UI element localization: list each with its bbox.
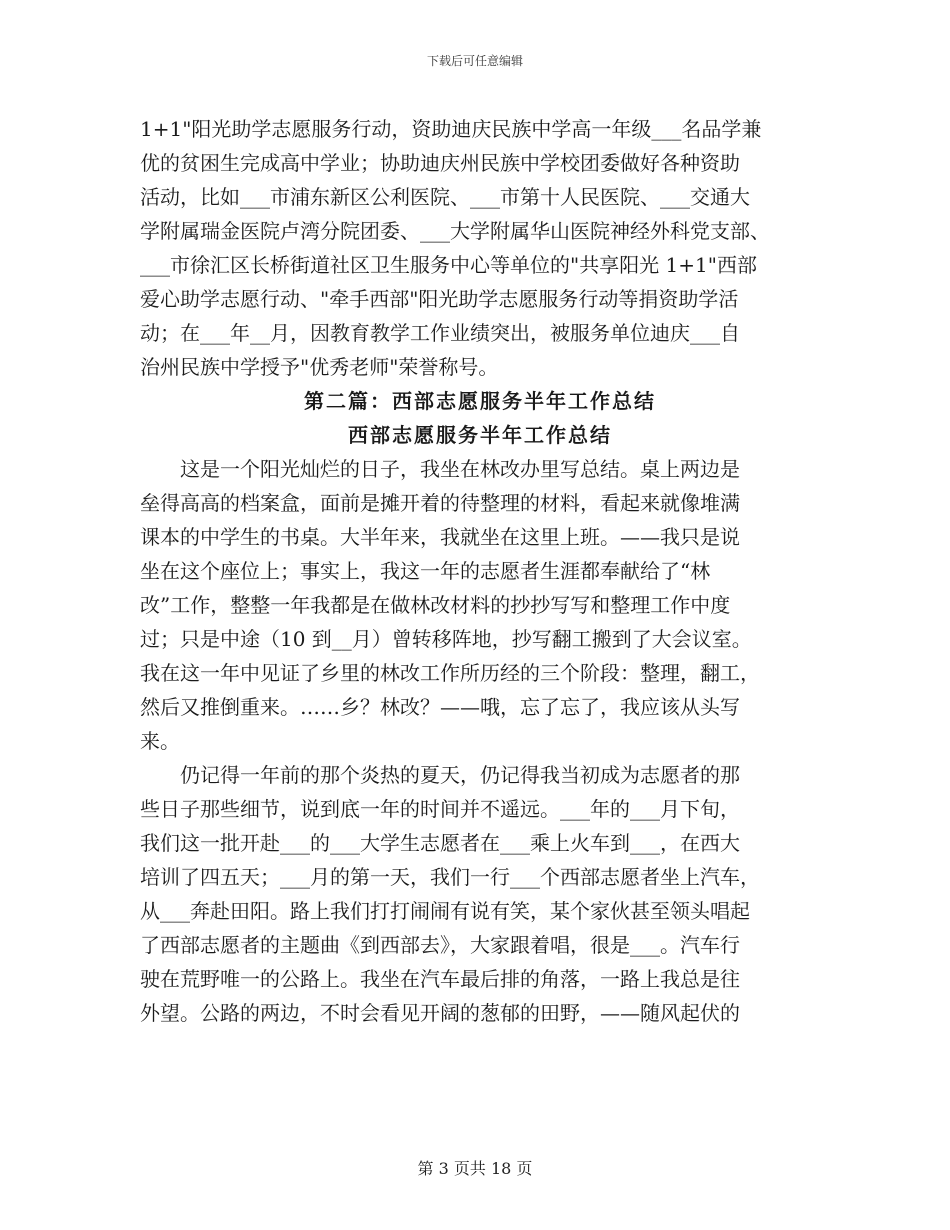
text-line: 外望。公路的两边，不时会看见开阔的葱郁的田野，——随风起伏的 bbox=[140, 1001, 740, 1025]
text-line: 然后又推倒重来。……乡？林改？——哦，忘了忘了，我应该从头写 bbox=[140, 695, 740, 719]
document-body bbox=[140, 112, 820, 1030]
text-line: 了西部志愿者的主题曲《到西部去》，大家跟着唱，很是___。汽车行 bbox=[140, 933, 740, 957]
article-title: 西部志愿服务半年工作总结 bbox=[348, 423, 612, 447]
text-line: 爱心助学志愿行动、"牵手西部"阳光助学志愿服务行动等捐资助学活 bbox=[140, 287, 739, 311]
text-line: 坐在这个座位上；事实上，我这一年的志愿者生涯都奉献给了“林 bbox=[140, 559, 711, 583]
text-line: 这是一个阳光灿烂的日子，我坐在林改办里写总结。桌上两边是 bbox=[140, 457, 740, 481]
text-line: 我在这一年中见证了乡里的林改工作所历经的三个阶段：整理，翻工， bbox=[140, 661, 760, 685]
text-line: 优的贫困生完成高中学业；协助迪庆州民族中学校团委做好各种资助 bbox=[140, 151, 740, 175]
text-line: 来。 bbox=[140, 729, 180, 753]
text-line: 活动，比如___市浦东新区公利医院、___市第十人民医院、___交通大 bbox=[140, 185, 750, 209]
text-line: 垒得高高的档案盒，面前是摊开着的待整理的材料，看起来就像堆满 bbox=[140, 491, 740, 515]
text-line: 从___奔赴田阳。路上我们打打闹闹有说有笑，某个家伙甚至领头唱起 bbox=[140, 899, 750, 923]
page-footer: 第 3 页共 18 页 bbox=[417, 1159, 533, 1178]
text-line: 1+1"阳光助学志愿服务行动，资助迪庆民族中学高一年级___名品学兼 bbox=[140, 117, 762, 141]
paragraph-1 bbox=[140, 112, 820, 384]
paragraph-3 bbox=[140, 758, 820, 1030]
text-line: 治州民族中学授予"优秀老师"荣誉称号。 bbox=[140, 355, 499, 379]
text-line: 学附属瑞金医院卢湾分院团委、___大学附属华山医院神经外科党支部、 bbox=[140, 219, 770, 243]
page-header: 下载后可任意编辑 bbox=[426, 54, 523, 68]
text-line: 仍记得一年前的那个炎热的夏天，仍记得我当初成为志愿者的那 bbox=[140, 763, 740, 787]
text-line: 动；在___年__月，因教育教学工作业绩突出，被服务单位迪庆___自 bbox=[140, 321, 740, 345]
text-line: 培训了四五天；___月的第一天，我们一行___个西部志愿者坐上汽车， bbox=[140, 865, 760, 889]
text-line: ___市徐汇区长桥街道社区卫生服务中心等单位的"共享阳光 1+1"西部 bbox=[140, 253, 757, 277]
text-line: 些日子那些细节，说到底一年的时间并不遥远。___年的___月下旬， bbox=[140, 797, 740, 821]
text-line: 过；只是中途（10 到__月）曾转移阵地，抄写翻工搬到了大会议室。 bbox=[140, 627, 752, 651]
text-line: 改”工作，整整一年我都是在做林改材料的抄抄写写和整理工作中度 bbox=[140, 593, 731, 617]
text-line: 我们这一批开赴___的___大学生志愿者在___乘上火车到___，在西大 bbox=[140, 831, 740, 855]
paragraph-2 bbox=[140, 452, 820, 758]
text-line: 驶在荒野唯一的公路上。我坐在汽车最后排的角落，一路上我总是往 bbox=[140, 967, 740, 991]
text-line: 课本的中学生的书桌。大半年来，我就坐在这里上班。——我只是说 bbox=[140, 525, 740, 549]
section-heading: 第二篇：西部志愿服务半年工作总结 bbox=[304, 389, 656, 413]
